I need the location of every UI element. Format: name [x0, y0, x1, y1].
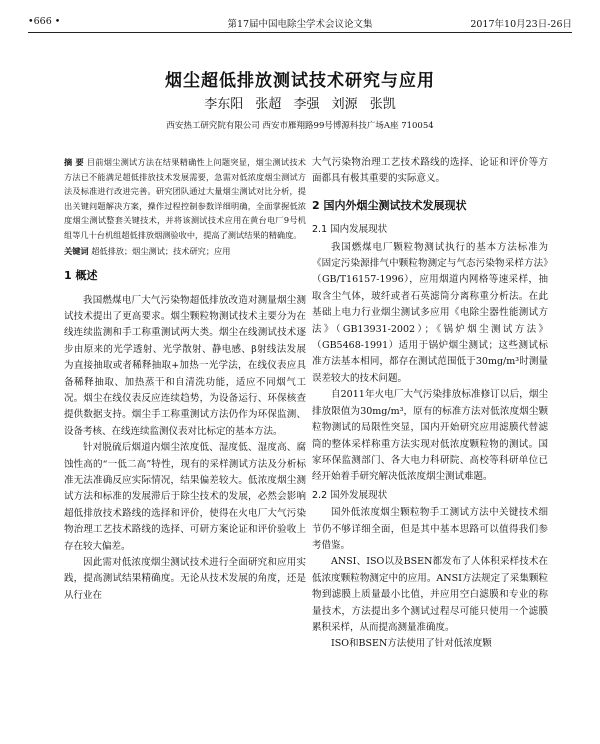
- abstract-label: 摘 要: [64, 157, 84, 167]
- section-2-1-heading: 2.1 国内发展现状: [312, 224, 388, 236]
- keywords: [64, 244, 306, 259]
- paragraph: 因此需对低浓度烟尘测试技术进行全面研究和应用实践，提高测试结果精确度。无论从技术发展的角度，还是从行业在: [64, 557, 306, 601]
- section-2-heading: 2 国内外烟尘测试技术发展现状: [312, 198, 467, 212]
- page-number: •666 •: [28, 16, 61, 27]
- conference-date: 2017年10月23日-26日: [470, 19, 572, 30]
- left-column: [64, 155, 306, 604]
- paragraph: ISO和BSEN方法使用了针对低浓度颗: [331, 638, 492, 650]
- section-2-2-heading: 2.2 国外发展现状: [312, 489, 388, 501]
- keywords-text: 超低排放；烟尘测试；技术研究；应用: [91, 245, 231, 256]
- paragraph: ANSI、ISO以及BSEN都发布了人体积采样技术在低浓度颗粒物测定中的应用。ANSI方法规定了采集颗粒物到滤膜上质量最小比值，并应用空白滤膜和专业的称量技术，方法提出多个测试过程尽可能只使用一个滤膜累积采样，从而提高测量准确度。: [312, 556, 548, 633]
- paper-title: 烟尘超低排放测试技术研究与应用: [165, 71, 435, 91]
- right-column: [312, 155, 548, 653]
- paragraph: 国外低浓度烟尘颗粒物手工测试方法中关键技术细节仍不够详细全面，但是其中基本思路可以值得我们参考借鉴。: [312, 507, 548, 551]
- abstract-text: 目前烟尘测试方法在结果精确性上问题突显，烟尘测试技术方法已不能满足超低排放技术发展需要，急需对低浓度烟尘测试方法及标准进行改进完善。研究团队通过大量烟尘测试对比分析，提出关键问题解决方案，操作过程控制参数详细明确，全面掌握低浓度烟尘测试整套关键技术，并将该测试技术应用在黄台电厂9号机组等几十台机组超低排放烟测验收中，提高了测试结果的精确度。: [64, 157, 306, 240]
- paragraph: 我国燃煤电厂颗粒物测试执行的基本方法标准为《固定污染源排气中颗粒物测定与气态污染物采样方法》（GB/T16157-1996），应用烟道内网格等速采样，抽取含尘气体，玻纤或者石英滤筒分离称重分析法。在此基础上电力行业烟尘测试多应用《电除尘器性能测试方法》（GB13931-2002）；《锅炉烟尘测试方法》（GB5468-1991）适用于锅炉烟尘测试；这些测试标准方法基本相同，都存在测试范围低于30mg/m³时测量误差较大的技术问题。: [312, 241, 548, 384]
- conference-name: 第17届中国电除尘学术会议论文集: [227, 19, 373, 30]
- running-header: [28, 8, 572, 33]
- paragraph: 针对脱硫后烟道内烟尘浓度低、湿度低、湿度高、腐蚀性高的“一低二高”特性，现有的采样测试方法及分析标准无法准确反应实际情况，结果偏差较大。低浓度烟尘测试方法和标准的发展滞后于除尘技术的发展，必然会影响超低排放技术路线的选择和评价，使得在火电厂大气污染物治理工艺技术路线的选择、可研方案论证和评价验收上存在较大偏差。: [64, 442, 306, 552]
- affiliation: 西安热工研究院有限公司 西安市雁翔路99号博源科技广场A座 710054: [166, 121, 434, 131]
- authors: 李东阳 张超 李强 刘源 张凯: [204, 97, 396, 112]
- keywords-label: 关键词: [64, 245, 89, 256]
- paragraph: 我国燃煤电厂大气污染物超低排放改造对测量烟尘测试技术提出了更高要求。烟尘颗粒物测试技术主要分为在线连续监测和手工称重测试两大类。烟尘在线测试技术逐步由原来的光学透射、光学散射、静电感、β射线法发展为直接抽取或者稀释抽取+加热一光学法，在线仪表应具备稀释抽取、加热蒸干和自清洗功能，适应不同烟气工况。烟尘在线仪表反应连续趋势，为设备运行、环保核查提供数据支持。烟尘手工称重测试方法仍作为环保监测、设备考核、在线连续监测仪表对比标定的基本方法。: [64, 294, 306, 437]
- paragraph-continued: 大气污染物治理工艺技术路线的选择、论证和评价等方面都具有极其重要的实际意义。: [312, 157, 548, 185]
- section-1-heading: 1 概述: [64, 269, 98, 283]
- abstract: [64, 155, 306, 243]
- paragraph: 自2011年火电厂大气污染排放标准修订以后，烟尘排放限值为30mg/m³，原有的标准方法对低浓度烟尘颗粒物测试的局限性突显，国内开始研究应用滤膜代替滤筒的整体采样称重方法实现对低浓度颗粒物的测试。国家环保监测部门、各大电力科研院、高校等科研单位已经开始着手研究解决低浓度烟尘测试难题。: [312, 389, 548, 483]
